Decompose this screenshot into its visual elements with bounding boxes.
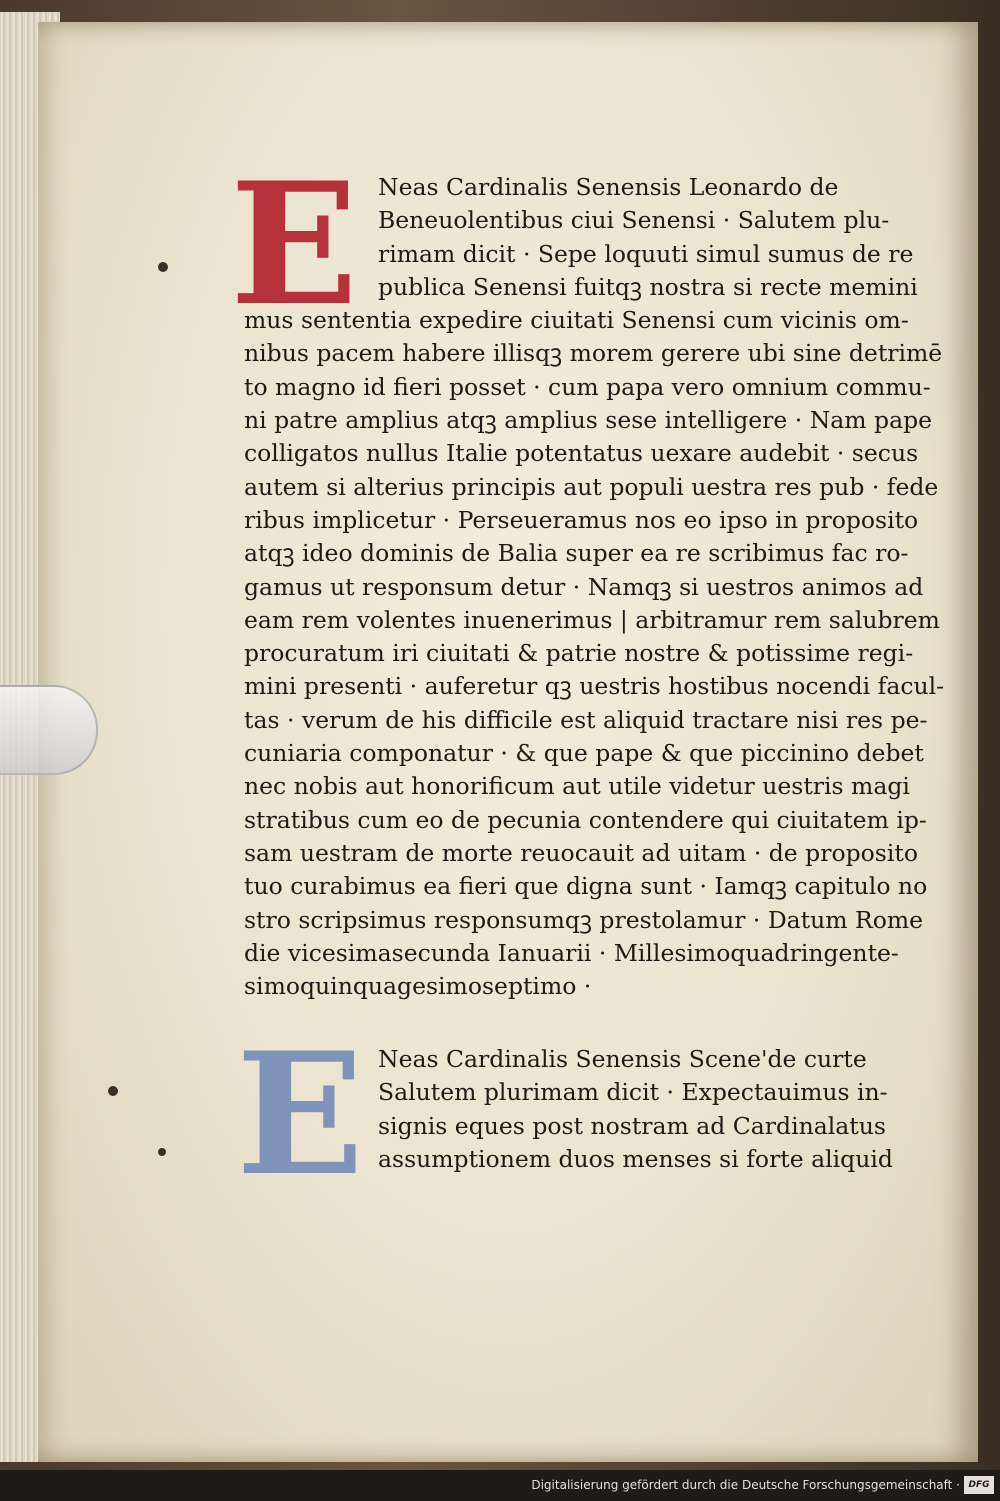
text-line: Salutem plurimam dicit · Expectauimus in- — [378, 1078, 888, 1107]
text-line: simoquinquagesimoseptimo · — [244, 972, 592, 1001]
footer-bar — [0, 1470, 1000, 1501]
ink-stain — [158, 262, 168, 272]
text-line: tas · verum de his difficile est aliquid tractare nisi res pe- — [244, 705, 928, 734]
text-line: die vicesimasecunda Ianuarii · Millesimoquadringente- — [244, 938, 899, 967]
ink-stain — [108, 1086, 118, 1096]
footer-credit: Digitalisierung gefördert durch die Deutsche Forschungsgemeinschaft · — [531, 1478, 960, 1492]
text-line: stro scripsimus responsumqꝫ prestolamur · Datum Rome — [244, 905, 924, 934]
dfg-logo: DFG — [964, 1476, 994, 1494]
text-line: rimam dicit · Sepe loquuti simul sumus de re — [378, 239, 914, 268]
text-line: eam rem volentes inuenerimus | arbitramur rem salubrem — [244, 605, 940, 634]
text-line: mini presenti · auferetur qꝫ uestris hostibus nocendi facul- — [244, 672, 945, 701]
blue-initial-letter: E — [236, 1015, 365, 1213]
text-line: Neas Cardinalis Senensis Scene'de curte — [378, 1045, 867, 1073]
letter-one-text — [244, 171, 945, 1003]
text-line: mus sententia expedire ciuitati Senensi cum vicinis om- — [244, 306, 909, 335]
text-line: ni patre amplius atqꝫ amplius sese intelligere · Nam pape — [244, 406, 933, 435]
text-line: nec nobis aut honorificum aut utile videtur uestris magi — [244, 772, 910, 801]
text-line: assumptionem duos menses si forte aliquid — [378, 1144, 893, 1173]
text-line: autem si alterius principis aut populi uestra res pub · fede — [244, 472, 939, 501]
text-line: to magno id fieri posset · cum papa vero omnium commu- — [244, 372, 931, 401]
text-line: stratibus cum eo de pecunia contendere qui ciuitatem ip- — [244, 805, 927, 834]
text-line: atqꝫ ideo dominis de Balia super ea re scribimus fac ro- — [244, 539, 909, 568]
text-line: signis eques post nostram ad Cardinalatus — [378, 1111, 886, 1140]
text-line: colligatos nullus Italie potentatus uexare audebit · secus — [244, 439, 919, 468]
red-initial-letter: E — [230, 145, 359, 343]
text-line: cuniaria componatur · & que pape & que piccinino debet — [244, 739, 924, 768]
text-line: Neas Cardinalis Senensis Leonardo de — [378, 173, 839, 201]
page-clip — [0, 685, 98, 775]
ink-stain — [158, 1148, 166, 1156]
text-line: publica Senensi fuitqꝫ nostra si recte memini — [378, 272, 918, 301]
text-line: tuo curabimus ea fieri que digna sunt · Iamqꝫ capitulo no — [244, 872, 928, 901]
text-line: sam uestram de morte reuocauit ad uitam · de proposito — [244, 838, 918, 867]
text-line: ribus implicetur · Perseueramus nos eo ipso in proposito — [244, 505, 919, 534]
text-line: procuratum iri ciuitati & patrie nostre & potissime regi- — [244, 639, 914, 668]
letter-two-text — [244, 1043, 893, 1176]
text-line: nibus pacem habere illisqꝫ morem gerere ubi sine detrimē — [244, 339, 943, 368]
text-line: Beneuolentibus ciui Senensi · Salutem plu- — [378, 206, 890, 235]
text-line: gamus ut responsum detur · Namqꝫ si uestros animos ad — [244, 572, 924, 601]
